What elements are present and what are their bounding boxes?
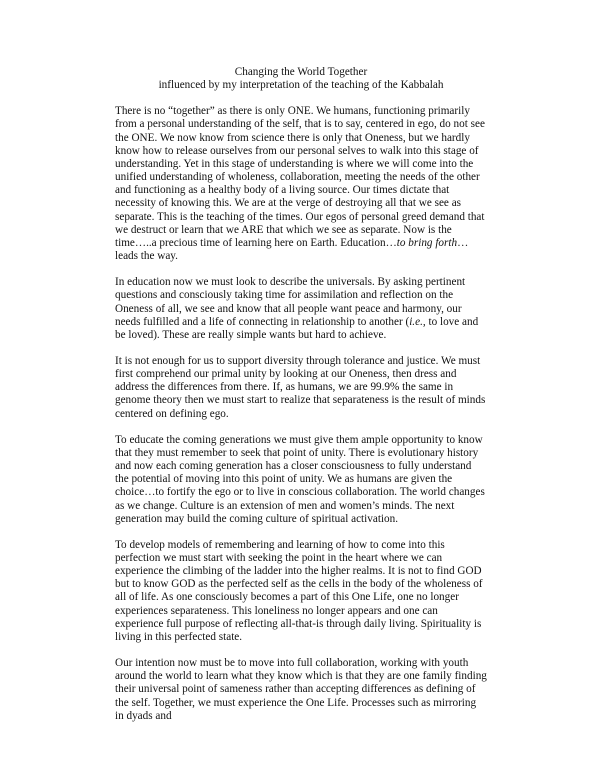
paragraph-2-ending: to love and be loved). These are really simple wants but hard to achieve. xyxy=(115,315,479,341)
paragraph-1-emphasis: to bring forth xyxy=(396,236,458,249)
title-line-1: Changing the World Together xyxy=(234,66,368,78)
paragraph-2-text: In education now we must look to describe the universals. By asking pertinent questions and consciously taking time for assimilation and reflection on the Oneness of all, we see and know that all people want peace and harmony, our needs fulfilled and a life of connecting in relationship to another ( xyxy=(115,276,466,328)
paragraph-5: To develop models of remembering and learning of how to come into this perfection we must start with seeking the point in the heart where we can experience the climbing of the ladder into the higher realms. It is not to find GOD but to know GOD as the perfected self as the cells in the body of the wholeness of all of life. As one consciously becomes a part of this One Life, one no longer experiences separateness. This loneliness no longer appears and one can experience full purpose of reflecting all-that-is through daily living. Spirituality is living in this perfected state. xyxy=(115,538,483,643)
paragraph-4: To educate the coming generations we must give them ample opportunity to know that they must remember to seek that point of unity. There is evolutionary history and now each coming generation has a closer consciousness to fully understand the potential of moving into this point of unity. We as humans are given the choice…to fortify the ego or to live in conscious collaboration. The world changes as we change. Culture is an extension of men and women’s minds. The next generation may build the coming culture of spiritual activation. xyxy=(115,433,485,525)
paragraph-3: It is not enough for us to support diversity through tolerance and justice. We must first comprehend our primal unity by looking at our Oneness, then dress and address the differences from there. If, as humans, we are 99.9% the same in genome theory then we must start to realize that separateness is the result of minds centered on defining ego. xyxy=(115,354,486,420)
paragraph-1 xyxy=(115,105,487,263)
document-page xyxy=(115,66,487,723)
paragraph-6: Our intention now must be to move into full collaboration, working with youth around the world to learn what they know which is that they are one family finding their universal point of sameness rather than accepting differences as defining of the self. Together, we must experience the One Life. Processes such as mirroring in dyads and xyxy=(115,657,487,722)
paragraph-2 xyxy=(115,276,487,342)
document-title xyxy=(115,66,487,92)
title-line-2: influenced by my interpretation of the teaching of the Kabbalah xyxy=(158,79,444,92)
paragraph-1-text: There is no “together” as there is only ONE. We humans, functioning primarily from a personal understanding of the self, that is to say, centered in ego, do not see the ONE. We now know from science there is only that Oneness, but we hardly know how to release ourselves from our personal selves to walk into this stage of understanding. Yet in this stage of understanding is where we will come into the unified understanding of wholeness, collaboration, meeting the needs of the other and functioning as a healthy body of a living source. Our times dictate that necessity of knowing this. We are at the verge of destroying all that we see as separate. This is the teaching of the times. Our egos of personal greed demand that we destruct or learn that we ARE that which we see as separate. Now is the time…..a precious time of learning here on Earth. Education… xyxy=(115,105,485,249)
paragraph-1-ending: …leads the way. xyxy=(115,236,469,263)
paragraph-2-emphasis: i.e., xyxy=(409,315,426,328)
